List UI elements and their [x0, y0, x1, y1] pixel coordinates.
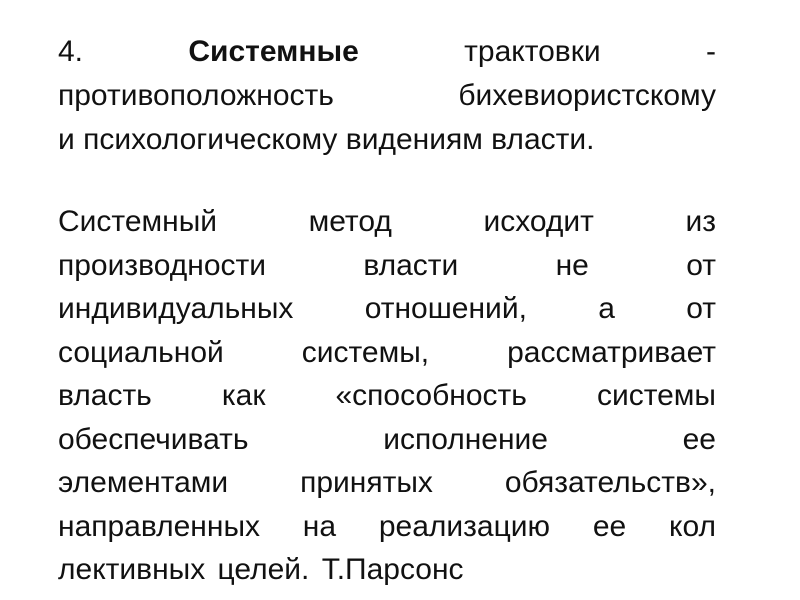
- body-line: [58, 289, 716, 329]
- body-word: на: [302, 510, 337, 543]
- heading-line-3: и психологическому видениям власти.: [58, 123, 595, 156]
- body-word: не: [555, 249, 589, 282]
- body-line: [58, 376, 716, 416]
- body-word: производности: [58, 249, 267, 282]
- body-word: как: [221, 379, 266, 412]
- body-word: от: [686, 249, 716, 282]
- body-word: ее: [682, 423, 716, 456]
- body-word: ее: [592, 510, 627, 543]
- heading-term: Системные: [188, 35, 359, 68]
- body-line: [58, 507, 716, 547]
- body-word: Системный: [58, 205, 218, 238]
- body-word: отношений,: [364, 292, 527, 325]
- body-word: а: [598, 292, 615, 325]
- body-word: индивидуальных: [58, 292, 294, 325]
- body-word: направленных: [58, 510, 261, 543]
- body-word: метод: [308, 205, 392, 238]
- body-word: обязательств»,: [504, 466, 716, 499]
- body-word: социальной: [58, 336, 224, 369]
- heading-line-2: [58, 76, 716, 116]
- body-word: реализацию: [378, 510, 551, 543]
- body-line-last: лективных целей. Т.Парсонс: [58, 553, 464, 586]
- body-word: власть: [58, 379, 152, 412]
- heading-line-1: [58, 32, 716, 72]
- body-word: из: [685, 205, 716, 238]
- body-word: системы: [596, 379, 716, 412]
- body-word: принятых: [300, 466, 433, 499]
- body-word: исходит: [483, 205, 594, 238]
- body-word: от: [686, 292, 716, 325]
- body-line: [58, 202, 716, 242]
- body-word: кол: [668, 510, 716, 543]
- body-line: [58, 246, 716, 286]
- heading-dash: -: [705, 35, 716, 68]
- body-word: «способность: [335, 379, 527, 412]
- body-word: обеспечивать: [58, 423, 249, 456]
- body-word: исполнение: [383, 423, 548, 456]
- heading-word: трактовки: [464, 35, 601, 68]
- heading-number: 4.: [58, 35, 84, 68]
- body-line: [58, 333, 716, 373]
- heading-word: противоположность: [58, 79, 334, 112]
- body-word: системы,: [301, 336, 430, 369]
- heading-word: бихевиористскому: [458, 79, 716, 112]
- body-line: [58, 463, 716, 503]
- body-word: рассматривает: [507, 336, 716, 369]
- body-word: элементами: [58, 466, 229, 499]
- body-word: власти: [363, 249, 459, 282]
- body-line: [58, 420, 716, 460]
